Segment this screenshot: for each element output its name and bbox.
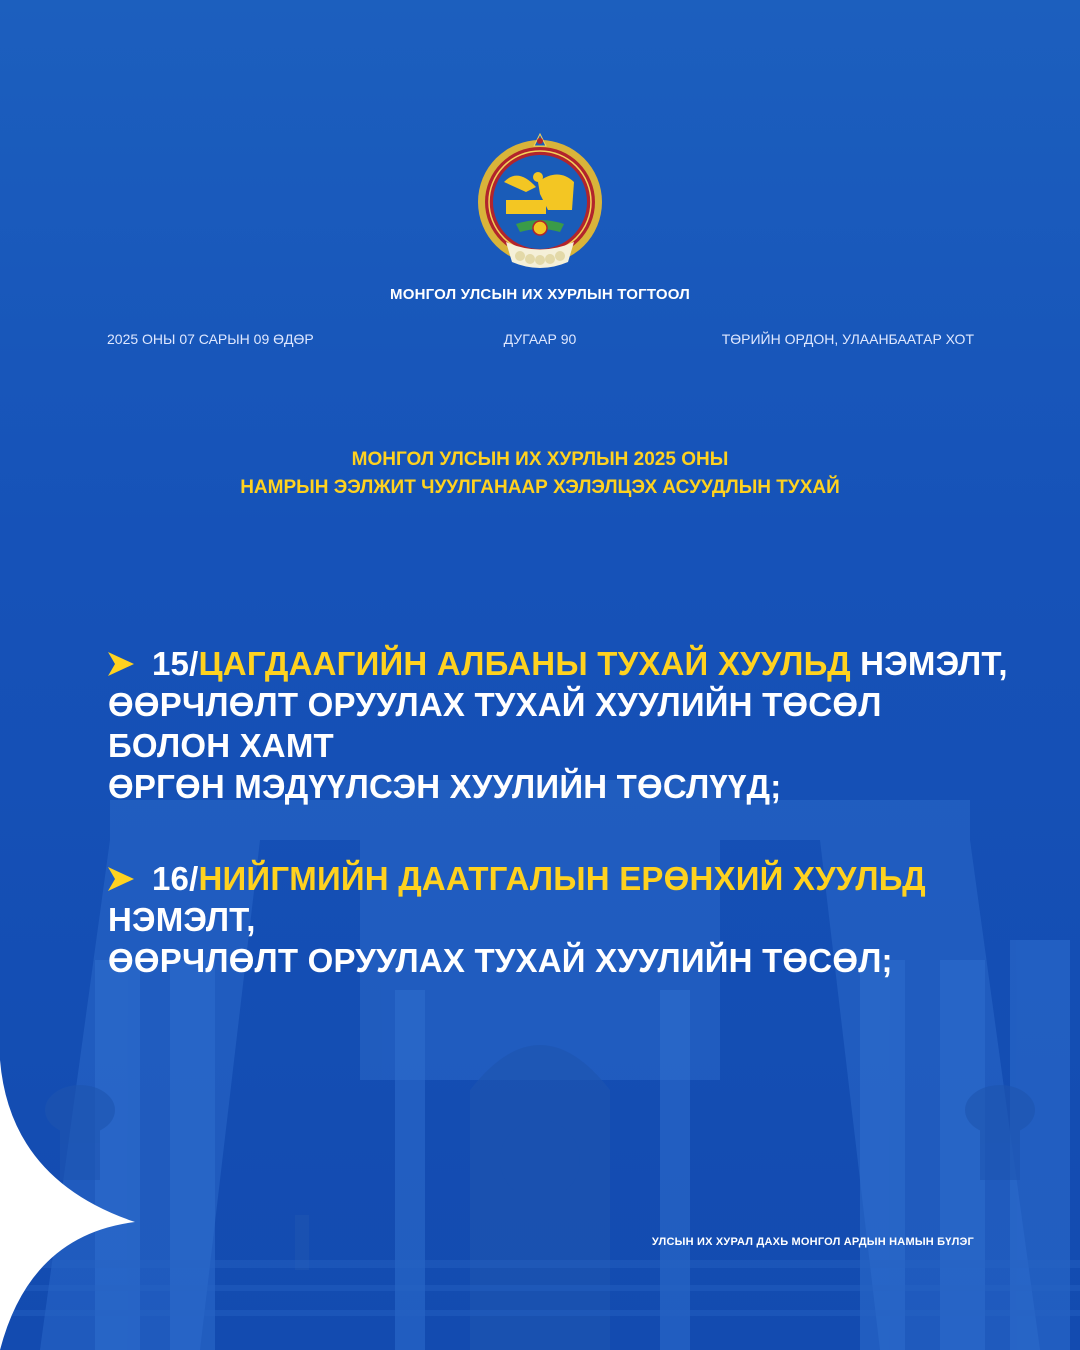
chevron-right-icon bbox=[108, 652, 134, 676]
agenda-item-line-2: ӨӨРЧЛӨЛТ ОРУУЛАХ ТУХАЙ ХУУЛИЙН ТӨСӨЛ; bbox=[108, 942, 893, 979]
agenda-item-text: НЭМЭЛТ, bbox=[850, 645, 1008, 682]
state-emblem-icon bbox=[476, 132, 604, 278]
footer-credit: УЛСЫН ИХ ХУРАЛ ДАХЬ МОНГОЛ АРДЫН НАМЫН БҮЛЭГ bbox=[651, 1236, 974, 1248]
agenda-item bbox=[108, 858, 1008, 981]
subject-line-2: НАМРЫН ЭЭЛЖИТ ЧУУЛГАНААР ХЭЛЭЛЦЭХ АСУУДЛЫН ТУХАЙ bbox=[240, 477, 840, 498]
resolution-date: 2025 ОНЫ 07 САРЫН 09 ӨДӨР bbox=[107, 331, 314, 347]
page-title: МОНГОЛ УЛСЫН ИХ ХУРЛЫН ТОГТООЛ bbox=[390, 286, 690, 303]
decorative-curve bbox=[0, 1060, 140, 1350]
subject-line-1: МОНГОЛ УЛСЫН ИХ ХУРЛЫН 2025 ОНЫ bbox=[351, 449, 729, 470]
agenda-item-line-2: ӨӨРЧЛӨЛТ ОРУУЛАХ ТУХАЙ ХУУЛИЙН ТӨСӨЛ БОЛОН ХАМТ bbox=[108, 686, 882, 764]
agenda-item-text: НЭМЭЛТ, bbox=[108, 901, 256, 938]
chevron-right-icon bbox=[108, 867, 134, 891]
agenda-item bbox=[108, 643, 1008, 807]
resolution-number: ДУГААР 90 bbox=[503, 331, 577, 347]
agenda-item-line-1 bbox=[108, 858, 1008, 940]
government-palace-background bbox=[0, 760, 1080, 1350]
agenda-item-highlight: ЦАГДААГИЙН АЛБАНЫ ТУХАЙ ХУУЛЬД bbox=[198, 645, 851, 682]
agenda-item-line-3: ӨРГӨН МЭДҮҮЛСЭН ХУУЛИЙН ТӨСЛҮҮД; bbox=[108, 768, 782, 805]
agenda-item-number: 15/ bbox=[152, 645, 199, 682]
agenda-item-line-1 bbox=[108, 643, 1008, 684]
resolution-subject bbox=[0, 446, 1080, 502]
agenda-item-highlight: НИЙГМИЙН ДААТГАЛЫН ЕРӨНХИЙ ХУУЛЬД bbox=[198, 860, 926, 897]
agenda-item-number: 16/ bbox=[152, 860, 199, 897]
resolution-place: ТӨРИЙН ОРДОН, УЛААНБААТАР ХОТ bbox=[721, 331, 974, 347]
